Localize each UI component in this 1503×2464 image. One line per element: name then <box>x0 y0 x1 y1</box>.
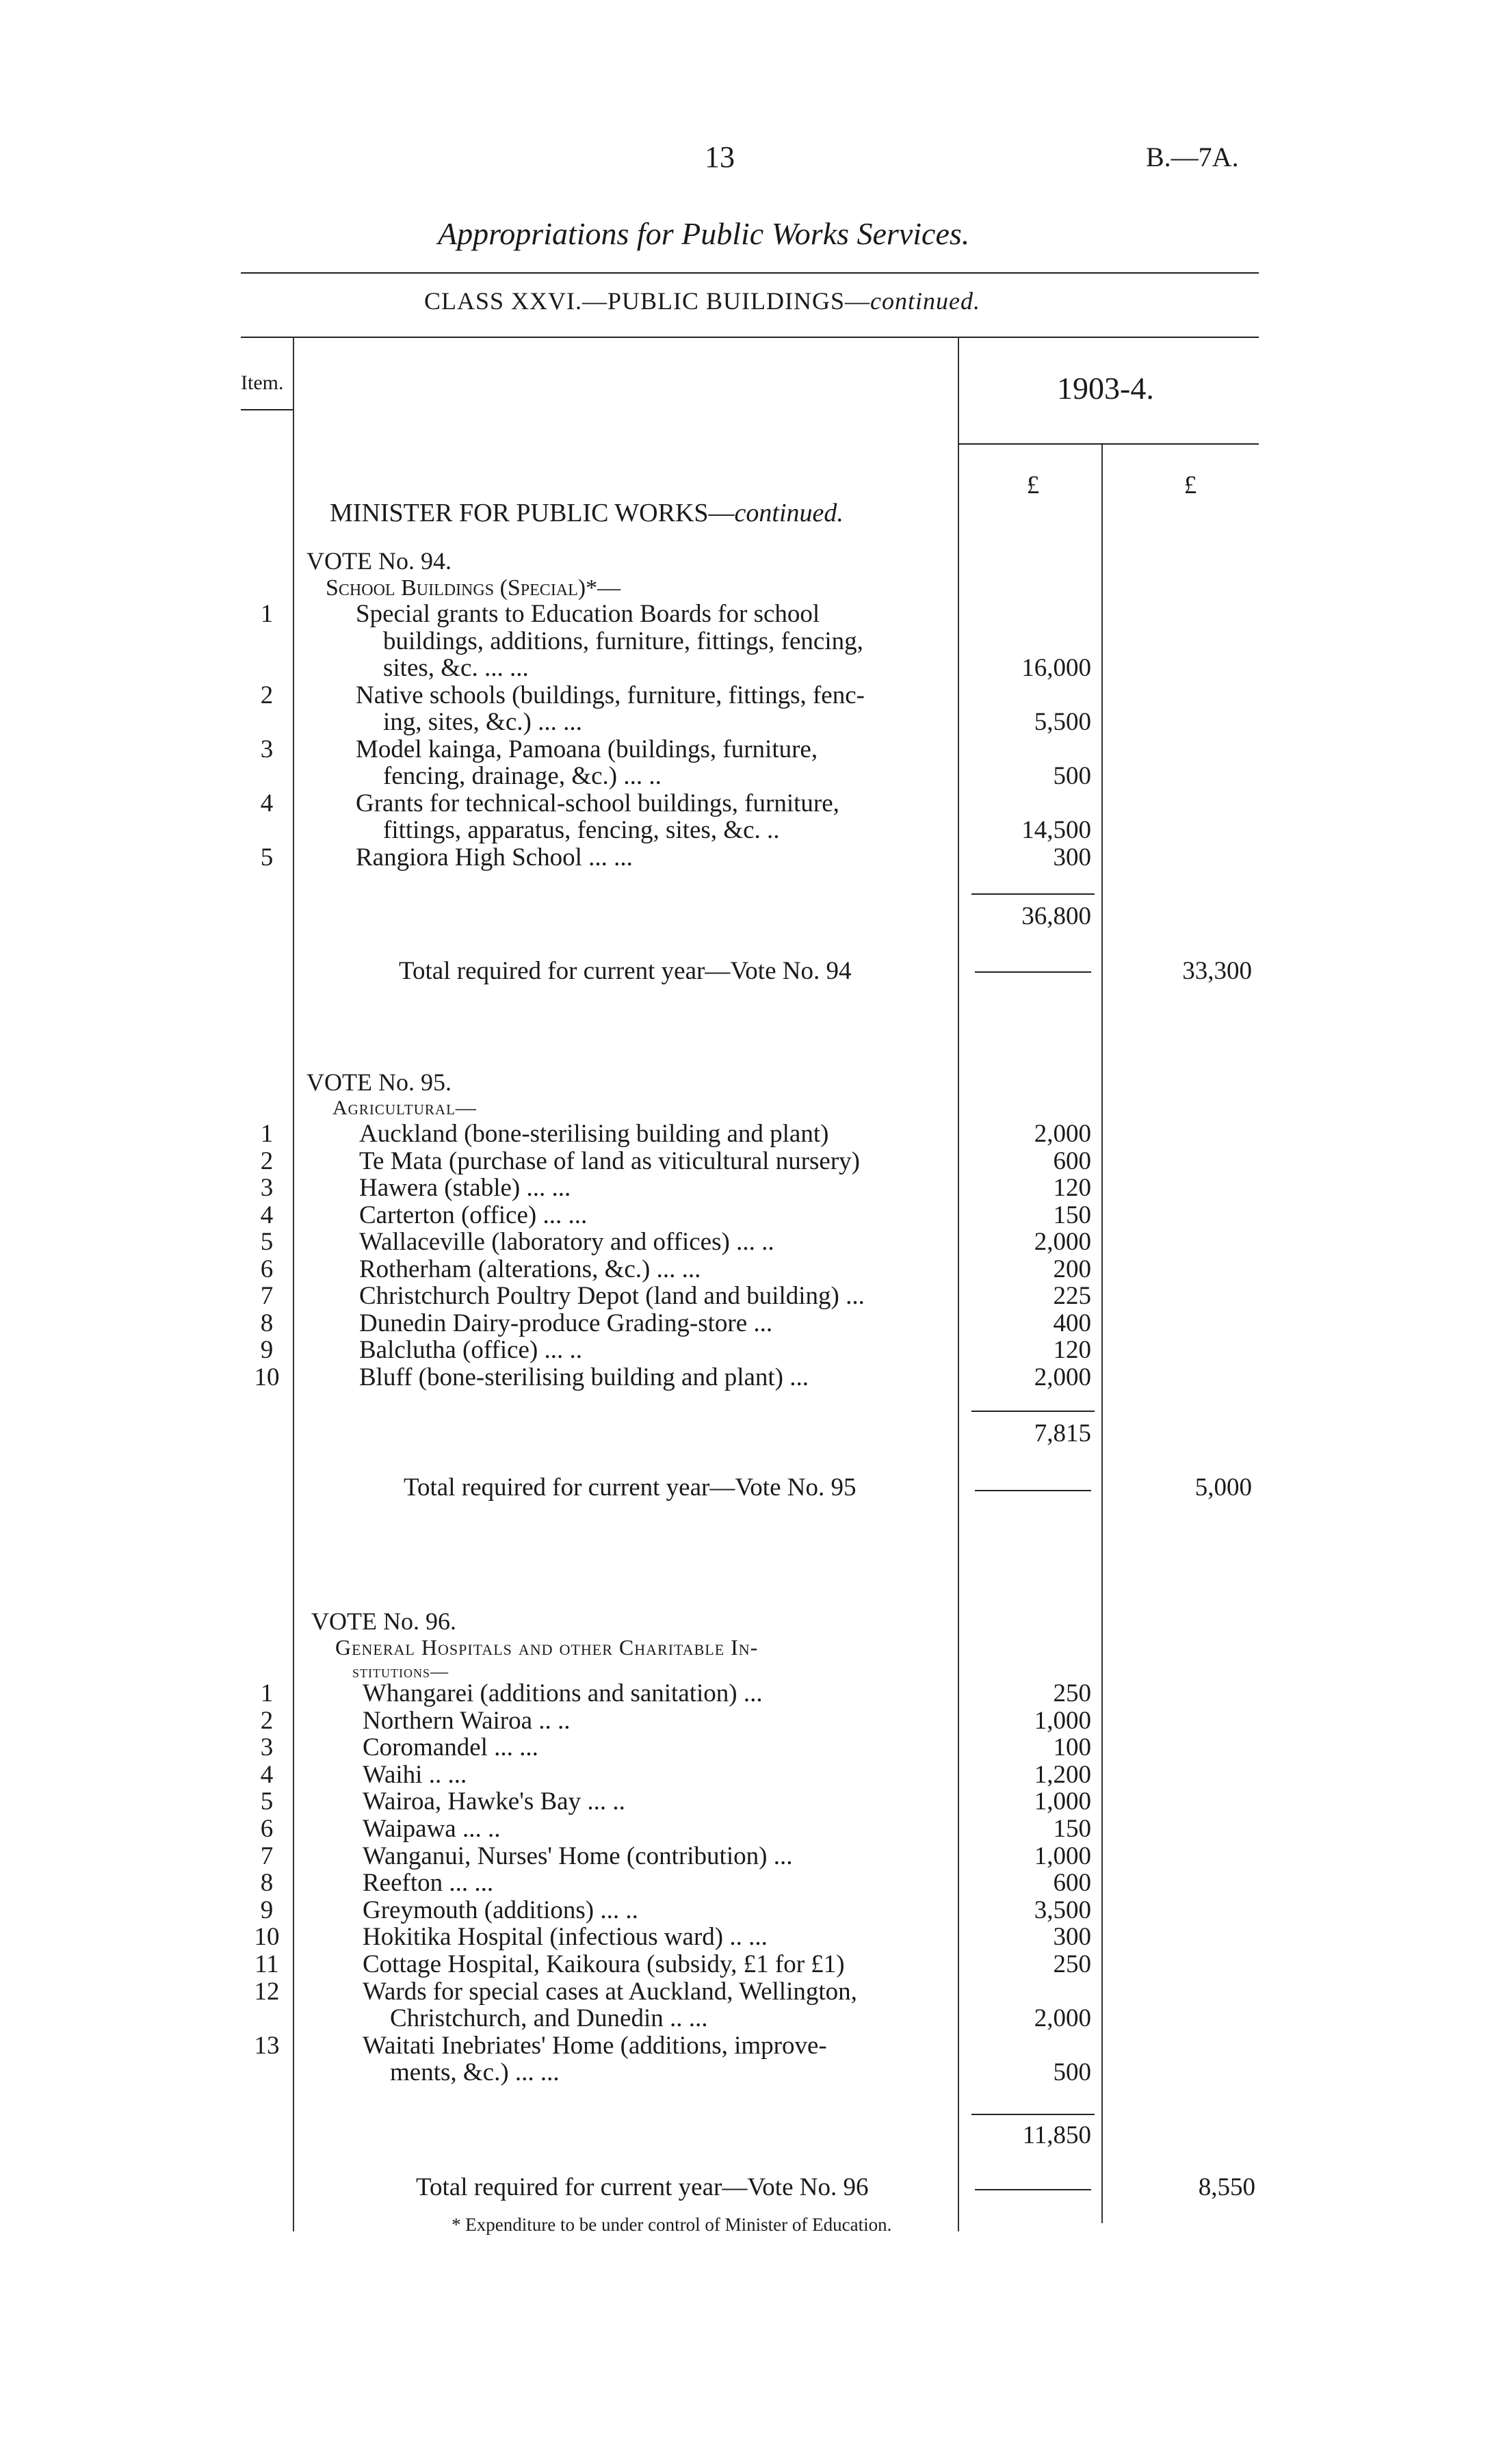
item-amount: 2,000 <box>1034 1363 1091 1391</box>
item-description: Cottage Hospital, Kaikoura (subsidy, £1 for £1) <box>363 1950 845 1978</box>
title-rule <box>241 272 1259 274</box>
item-amount: 600 <box>1053 1146 1091 1175</box>
item-amount: 200 <box>1053 1255 1091 1283</box>
pound-heading-1: £ <box>1026 471 1040 499</box>
item-description: Waitati Inebriates' Home (additions, improve- <box>363 2031 827 2060</box>
item-amount: 300 <box>1053 843 1091 871</box>
vote-96-total-dash <box>975 2189 1091 2190</box>
item-amount: 500 <box>1053 762 1091 790</box>
vote-94-heading: VOTE No. 94. <box>306 547 452 575</box>
year-header-rule <box>958 443 1259 445</box>
vote-96-subhead: General Hospitals and other Charitable In- <box>335 1635 759 1660</box>
item-description: Waihi .. ... <box>363 1760 467 1789</box>
item-description: sites, &c. ... ... <box>383 654 529 682</box>
item-description: Special grants to Education Boards for school <box>356 600 820 628</box>
item-description: Wards for special cases at Auckland, Wellington, <box>363 1977 857 2006</box>
vote-94-subhead: School Buildings (Special)*— <box>326 575 621 601</box>
item-amount: 225 <box>1053 1282 1091 1310</box>
item-amount: 2,000 <box>1034 1120 1091 1148</box>
item-description: Model kainga, Pamoana (buildings, furniture, <box>356 735 818 763</box>
item-number: 8 <box>260 1309 274 1337</box>
item-amount: 250 <box>1053 1679 1091 1707</box>
item-amount: 150 <box>1053 1815 1091 1843</box>
item-description: Reefton ... ... <box>363 1869 494 1898</box>
item-description: ments, &c.) ... ... <box>390 2058 560 2087</box>
item-description: Carterton (office) ... ... <box>359 1201 588 1229</box>
vote-95-subhead: Agricultural— <box>332 1097 477 1119</box>
vote-95-total-dash <box>975 1490 1091 1491</box>
item-description: Coromandel ... ... <box>363 1733 538 1762</box>
item-description: Wallaceville (laboratory and offices) ... .. <box>359 1228 774 1256</box>
item-number: 7 <box>260 1282 274 1310</box>
item-description: Bluff (bone-sterilising building and plant) ... <box>359 1363 809 1391</box>
item-description: Hawera (stable) ... ... <box>359 1174 571 1202</box>
item-number: 10 <box>254 1923 280 1952</box>
item-description: Grants for technical-school buildings, furniture, <box>356 789 839 817</box>
item-amount: 3,500 <box>1034 1896 1091 1924</box>
item-number: 5 <box>260 1787 274 1816</box>
item-amount: 100 <box>1053 1733 1091 1762</box>
vote-96-total: 8,550 <box>1198 2173 1255 2201</box>
vote-96-subtotal: 11,850 <box>1022 2121 1091 2149</box>
item-number: 2 <box>260 1146 274 1175</box>
vote-94-total-dash <box>975 971 1091 973</box>
item-description: Native schools (buildings, furniture, fittings, fenc- <box>356 681 865 709</box>
item-amount: 120 <box>1053 1174 1091 1202</box>
item-number: 9 <box>260 1336 274 1364</box>
vote-95-total-label: Total required for current year—Vote No. 95 <box>404 1473 857 1502</box>
item-column-divider <box>293 337 294 2231</box>
year-column-header: 1903-4. <box>1057 371 1154 406</box>
vote-96-subtotal-rule <box>971 2114 1095 2115</box>
page-title: Appropriations for Public Works Services. <box>438 216 970 251</box>
item-header-rule <box>241 409 293 410</box>
pound-heading-2: £ <box>1184 471 1197 499</box>
page-number: 13 <box>705 140 735 174</box>
item-amount: 16,000 <box>1021 654 1091 682</box>
item-number: 1 <box>260 600 274 628</box>
vote-96-heading: VOTE No. 96. <box>311 1608 456 1635</box>
item-description: ing, sites, &c.) ... ... <box>383 708 582 736</box>
item-number: 7 <box>260 1842 274 1870</box>
item-amount: 120 <box>1053 1336 1091 1364</box>
item-column-header: Item. <box>241 371 284 394</box>
item-description: Hokitika Hospital (infectious ward) .. ... <box>363 1923 768 1952</box>
item-number: 6 <box>260 1255 274 1283</box>
item-description: fittings, apparatus, fencing, sites, &c. .. <box>383 816 780 844</box>
item-number: 4 <box>260 1201 274 1229</box>
footnote: * Expenditure to be under control of Minister of Education. <box>452 2214 892 2235</box>
item-description: fencing, drainage, &c.) ... .. <box>383 762 662 790</box>
item-amount: 5,500 <box>1034 708 1091 736</box>
item-number: 6 <box>260 1815 274 1843</box>
item-number: 8 <box>260 1869 274 1898</box>
item-amount: 500 <box>1053 2058 1091 2087</box>
item-number: 1 <box>260 1679 274 1707</box>
item-amount: 14,500 <box>1021 816 1091 844</box>
vote-94-subtotal-rule <box>971 893 1095 895</box>
item-description: Balclutha (office) ... .. <box>359 1336 583 1364</box>
item-description: Christchurch, and Dunedin .. ... <box>390 2004 708 2033</box>
item-description: Wanganui, Nurses' Home (contribution) ... <box>363 1842 793 1870</box>
item-number: 10 <box>254 1363 280 1391</box>
item-number: 3 <box>260 1174 274 1202</box>
item-amount: 1,000 <box>1034 1787 1091 1816</box>
item-number: 13 <box>254 2031 280 2060</box>
section-heading: MINISTER FOR PUBLIC WORKS—continued. <box>330 499 844 527</box>
item-amount: 1,000 <box>1034 1842 1091 1870</box>
class-heading: CLASS XXVI.—PUBLIC BUILDINGS—continued. <box>424 287 981 315</box>
item-amount: 2,000 <box>1034 1228 1091 1256</box>
item-amount: 2,000 <box>1034 2004 1091 2033</box>
item-description: Rangiora High School ... ... <box>356 843 633 871</box>
item-number: 4 <box>260 1760 274 1789</box>
item-number: 5 <box>260 1228 274 1256</box>
item-amount: 300 <box>1053 1923 1091 1952</box>
item-description: Waipawa ... .. <box>363 1815 501 1843</box>
item-number: 2 <box>260 681 274 709</box>
item-number: 12 <box>254 1977 280 2006</box>
vote-95-heading: VOTE No. 95. <box>306 1069 452 1096</box>
vote-96-total-label: Total required for current year—Vote No. 96 <box>416 2173 869 2201</box>
item-amount: 250 <box>1053 1950 1091 1978</box>
item-amount: 600 <box>1053 1869 1091 1898</box>
item-amount: 1,200 <box>1034 1760 1091 1789</box>
item-number: 11 <box>254 1950 279 1978</box>
vote-95-total: 5,000 <box>1194 1473 1252 1502</box>
item-description: Auckland (bone-sterilising building and plant) <box>359 1120 829 1148</box>
item-number: 2 <box>260 1706 274 1735</box>
item-number: 1 <box>260 1120 274 1148</box>
item-description: Dunedin Dairy-produce Grading-store ... <box>359 1309 773 1337</box>
item-number: 9 <box>260 1896 274 1924</box>
item-description: Christchurch Poultry Depot (land and building) ... <box>359 1282 865 1310</box>
item-description: Whangarei (additions and sanitation) ... <box>363 1679 763 1707</box>
item-description: Greymouth (additions) ... .. <box>363 1896 638 1924</box>
item-amount: 150 <box>1053 1201 1091 1229</box>
description-column-divider <box>958 337 959 2231</box>
item-amount: 400 <box>1053 1309 1091 1337</box>
item-description: buildings, additions, furniture, fittings, fencing, <box>383 627 863 655</box>
item-description: Northern Wairoa .. .. <box>363 1706 571 1735</box>
vote-96-subhead-continued: stitutions— <box>352 1662 449 1681</box>
document-reference: B.—7A. <box>1146 142 1239 172</box>
item-amount: 1,000 <box>1034 1706 1091 1735</box>
item-description: Te Mata (purchase of land as viticultural nursery) <box>359 1146 860 1175</box>
item-number: 4 <box>260 789 274 817</box>
item-number: 5 <box>260 843 274 871</box>
item-description: Wairoa, Hawke's Bay ... .. <box>363 1787 625 1816</box>
vote-95-subtotal: 7,815 <box>1034 1419 1091 1447</box>
item-number: 3 <box>260 1733 274 1762</box>
item-description: Rotherham (alterations, &c.) ... ... <box>359 1255 701 1283</box>
table-top-rule <box>241 337 1259 338</box>
vote-94-total: 33,300 <box>1182 957 1252 985</box>
vote-94-total-label: Total required for current year—Vote No. 94 <box>399 957 852 985</box>
vote-95-subtotal-rule <box>971 1411 1095 1412</box>
item-number: 3 <box>260 735 274 763</box>
amount-column-divider <box>1101 445 1103 2223</box>
vote-94-subtotal: 36,800 <box>1021 902 1091 930</box>
